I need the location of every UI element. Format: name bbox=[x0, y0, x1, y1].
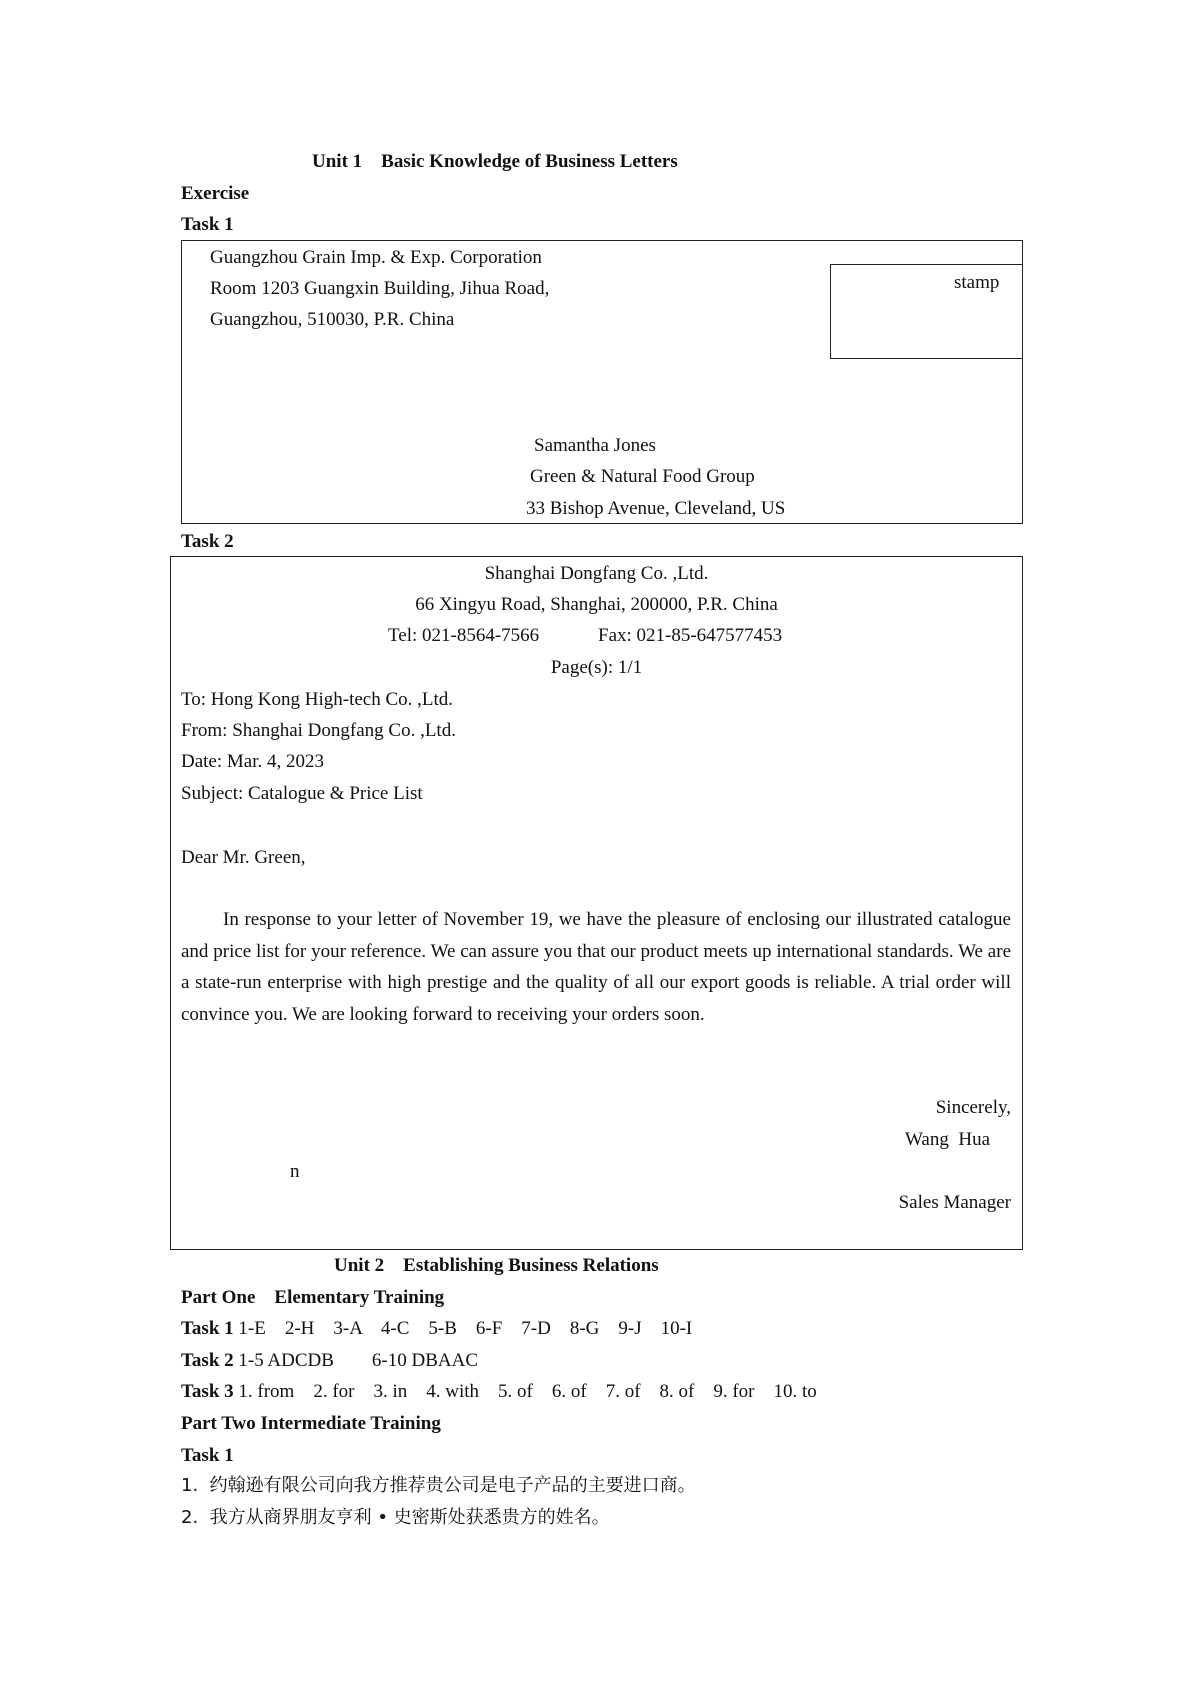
fax-salutation: Dear Mr. Green, bbox=[181, 847, 306, 868]
unit2-task1-label: Task 1 bbox=[181, 1318, 234, 1339]
unit2-title: Unit 2 Establishing Business Relations bbox=[334, 1255, 659, 1276]
task2-label: Task 2 bbox=[181, 531, 234, 552]
part-two-heading: Part Two Intermediate Training bbox=[181, 1413, 441, 1434]
recipient-line-2: Green & Natural Food Group bbox=[530, 466, 755, 487]
fax-from: From: Shanghai Dongfang Co. ,Ltd. bbox=[181, 720, 456, 741]
unit2-task1-answers: 1-E 2-H 3-A 4-C 5-B 6-F 7-D 8-G 9-J 10-I bbox=[238, 1318, 693, 1339]
recipient-line-1: Samantha Jones bbox=[534, 435, 656, 456]
unit2-task1-row bbox=[181, 1319, 692, 1338]
fax-signer: Wang Hua bbox=[905, 1129, 990, 1150]
stamp-label: stamp bbox=[954, 272, 1000, 293]
fax-to: To: Hong Kong High-tech Co. ,Ltd. bbox=[181, 689, 454, 710]
fax-stray-char: n bbox=[290, 1161, 300, 1182]
unit1-title: Unit 1 Basic Knowledge of Business Letters bbox=[312, 151, 678, 172]
fax-address: 66 Xingyu Road, Shanghai, 200000, P.R. China bbox=[415, 594, 778, 615]
unit2-task2-answers: 1-5 ADCDB 6-10 DBAAC bbox=[238, 1350, 479, 1371]
fax-subject: Subject: Catalogue & Price List bbox=[181, 783, 423, 804]
fax-fax: Fax: 021-85-647577453 bbox=[598, 625, 783, 646]
unit2-task3-answers: 1. from 2. for 3. in 4. with 5. of 6. of 7. of 8. of 9. for 10. to bbox=[238, 1381, 817, 1402]
exercise-heading: Exercise bbox=[181, 183, 250, 204]
part-two-task1-label: Task 1 bbox=[181, 1445, 234, 1466]
unit2-task2-row bbox=[181, 1351, 478, 1370]
unit2-task3-row bbox=[181, 1382, 817, 1401]
fax-pages: Page(s): 1/1 bbox=[550, 657, 643, 678]
part-one-heading: Part One Elementary Training bbox=[181, 1287, 445, 1308]
sender-line-2: Room 1203 Guangxin Building, Jihua Road, bbox=[210, 278, 550, 299]
fax-closing: Sincerely, bbox=[935, 1097, 1011, 1118]
recipient-line-3: 33 Bishop Avenue, Cleveland, US bbox=[526, 498, 786, 519]
fax-company: Shanghai Dongfang Co. ,Ltd. bbox=[484, 563, 709, 584]
sender-line-1: Guangzhou Grain Imp. & Exp. Corporation bbox=[210, 247, 542, 268]
fax-body: In response to your letter of November 19, we have the pleasure of enclosing our illustrated catalogue and price list for your reference. We can assure you that our product meets up international standards. We are a state-run enterprise with high prestige and the quality of all our export goods is reliable. A trial order will convince you. We are looking forward to receiving your orders soon. bbox=[181, 909, 1011, 1025]
translation-1: 1. 约翰逊有限公司向我方推荐贵公司是电子产品的主要进口商。 bbox=[181, 1475, 696, 1496]
fax-title: Sales Manager bbox=[898, 1192, 1011, 1213]
fax-tel: Tel: 021-8564-7566 bbox=[388, 625, 540, 646]
unit2-task2-label: Task 2 bbox=[181, 1350, 234, 1371]
sender-line-3: Guangzhou, 510030, P.R. China bbox=[210, 309, 455, 330]
translation-2: 2. 我方从商界朋友亨利 • 史密斯处获悉贵方的姓名。 bbox=[181, 1507, 610, 1528]
task1-label: Task 1 bbox=[181, 214, 234, 235]
unit2-task3-label: Task 3 bbox=[181, 1381, 234, 1402]
fax-date: Date: Mar. 4, 2023 bbox=[181, 751, 325, 772]
